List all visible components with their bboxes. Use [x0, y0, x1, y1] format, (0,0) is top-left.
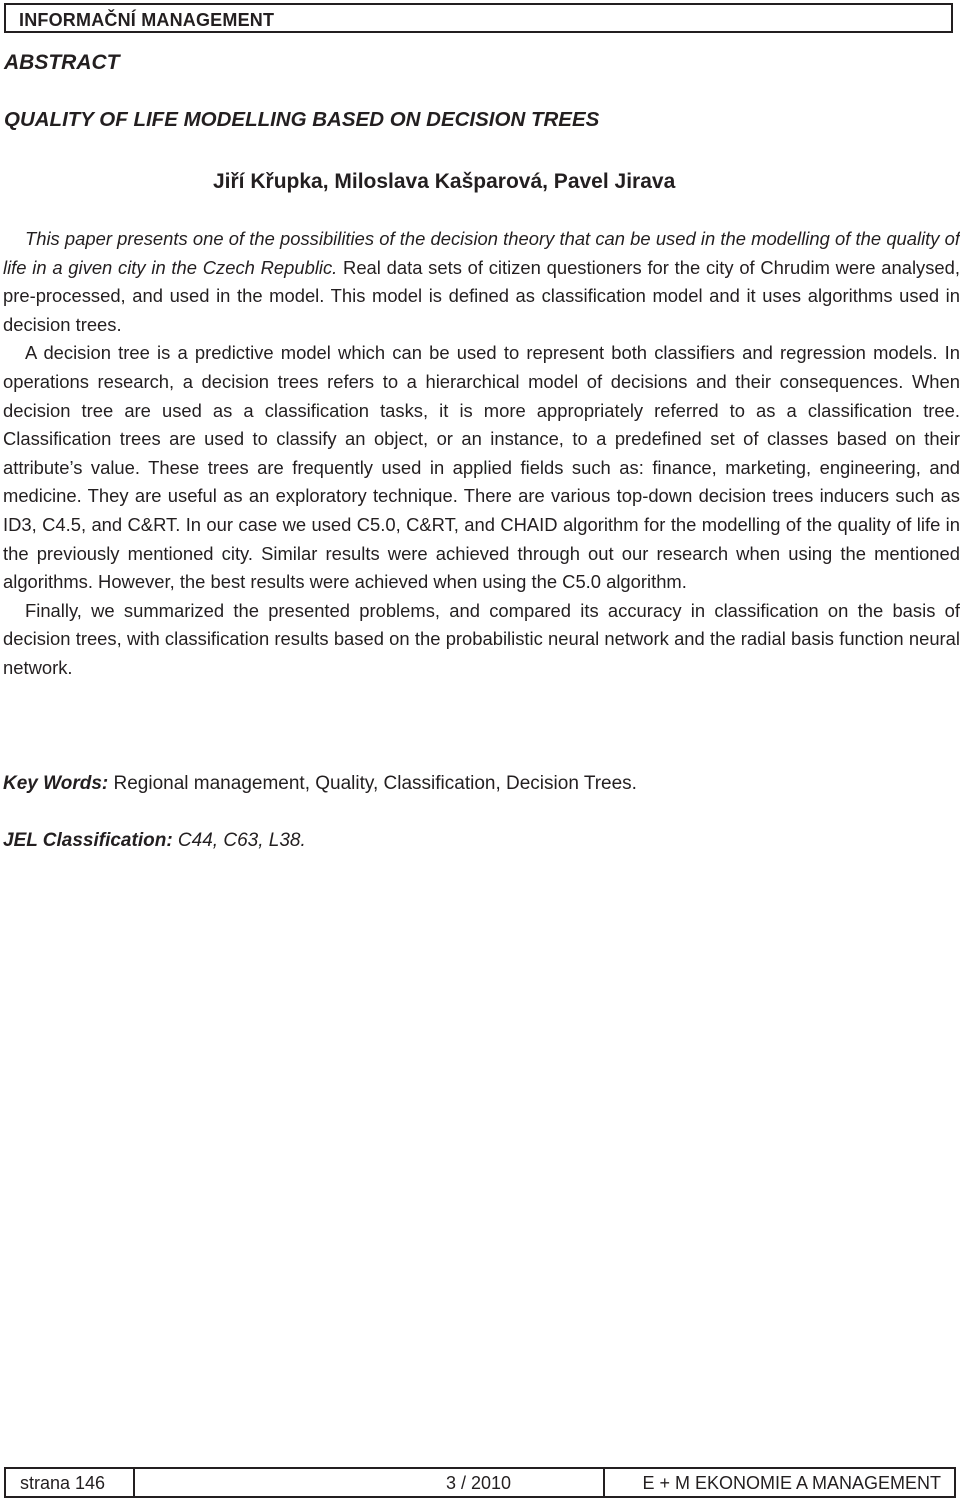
jel-classification [3, 828, 306, 854]
abstract-paragraph-1 [3, 225, 960, 339]
abstract-paragraph-2: A decision tree is a predictive model which can be used to represent both classifiers and regression models. In operations research, a decision trees refers to a hierarchical model of decisions and their consequences. When decision tree are used as a classification tasks, it is more appropriately referred to as a classification tree. Classification trees are used to classify an object, or an instance, to a predefined set of classes based on their attribute’s value. These trees are frequently used in applied fields such as: finance, marketing, engineering, and medicine. They are useful as an exploratory technique. There are various top-down decision trees inducers such as ID3, C4.5, and C&RT. In our case we used C5.0, C&RT, and CHAID algorithm for the modelling of the quality of life in the previously mentioned city. Similar results were achieved through out our research when using the mentioned algorithms. However, the best results were achieved when using the C5.0 algorithm. [3, 342, 960, 593]
section-header [4, 3, 953, 33]
footer-divider [603, 1469, 605, 1496]
jel-label: JEL Classification: [3, 830, 173, 851]
keywords-value: Regional management, Quality, Classification, Decision Trees. [108, 773, 637, 794]
paper-title: QUALITY OF LIFE MODELLING BASED ON DECISION TREES [4, 108, 600, 131]
abstract-heading: ABSTRACT [4, 51, 120, 74]
footer-divider [133, 1469, 135, 1496]
abstract-paragraph-1-rest: Real data sets of citizen questioners for the city of Chrudim were analysed, pre-processed, and used in the model. This model is defined as classification model and it uses algorithms used in decision trees. [3, 256, 960, 335]
abstract-body [3, 225, 960, 683]
abstract-paragraph-1-intro: This paper presents one of the possibilities of the decision theory that can be used in the modelling of the quality of life in a given city in the Czech Republic. [3, 228, 960, 278]
keywords-label: Key Words: [3, 773, 109, 794]
footer-issue: 3 / 2010 [446, 1473, 512, 1493]
footer-journal: E + M EKONOMIE A MANAGEMENT [642, 1473, 941, 1493]
abstract-paragraph-3: Finally, we summarized the presented problems, and compared its accuracy in classification on the basis of decision trees, with classification results based on the probabilistic neural network and the radial basis function neural network. [3, 599, 960, 678]
jel-value: C44, C63, L38. [172, 830, 306, 851]
keywords [3, 771, 637, 797]
section-label: INFORMAČNÍ MANAGEMENT [19, 10, 275, 30]
footer-page-number: strana 146 [20, 1473, 106, 1493]
paper-authors: Jiří Křupka, Miloslava Kašparová, Pavel Jirava [213, 170, 676, 193]
page-footer [4, 1467, 956, 1498]
